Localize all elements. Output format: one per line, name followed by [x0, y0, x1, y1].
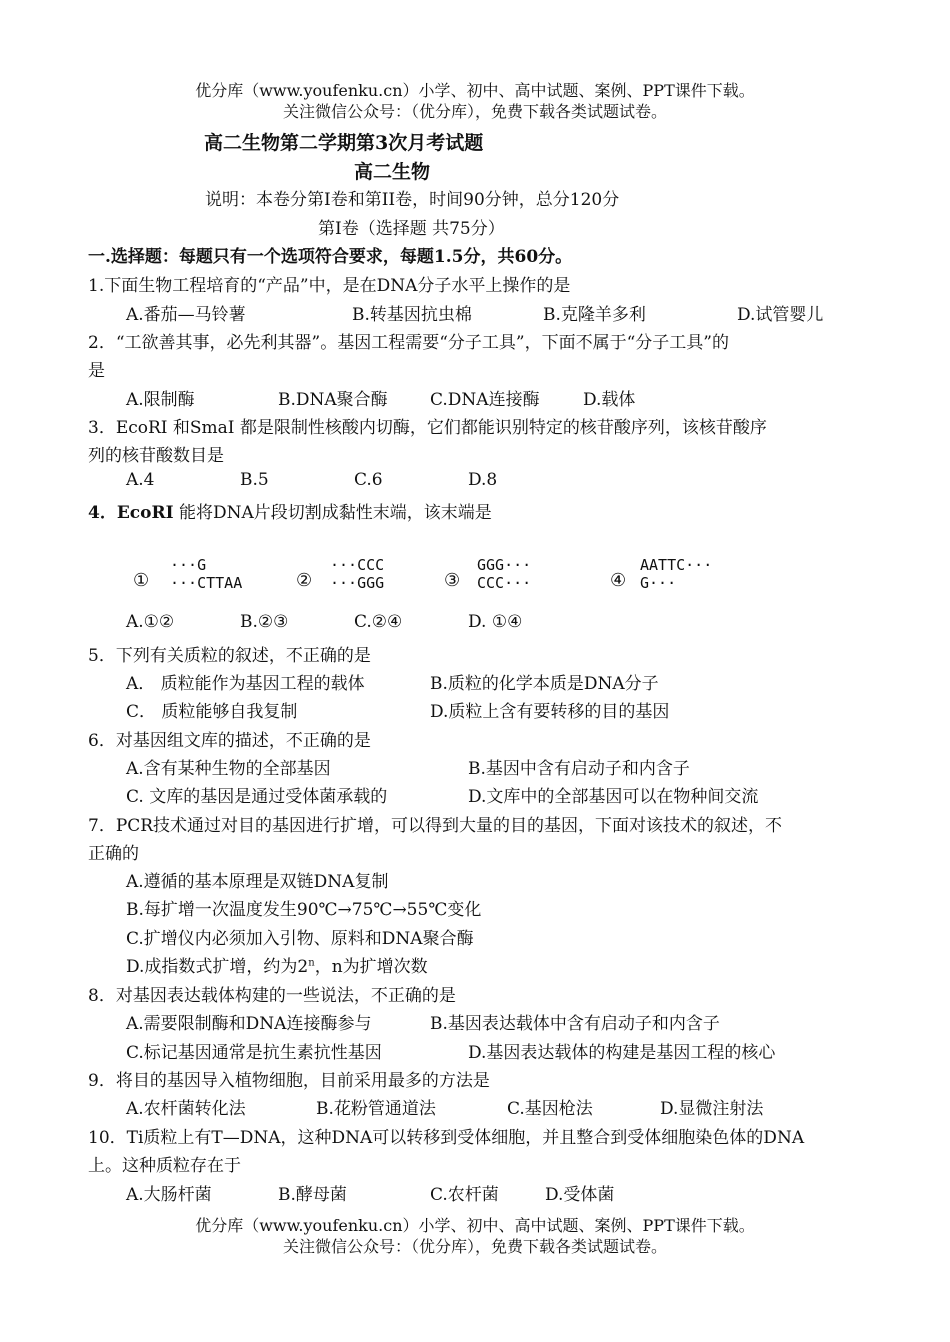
part-heading: 第Ⅰ卷（选择题 共75分） — [318, 219, 505, 239]
question-8-option-c: C.标记基因通常是抗生素抗性基因 — [126, 1043, 382, 1063]
question-6-option-c: C. 文库的基因是通过受体菌承载的 — [126, 787, 388, 807]
fragment-4-mark: ④ — [610, 570, 627, 591]
question-6-option-b: B.基因中含有启动子和内含子 — [468, 759, 690, 779]
question-4-text: 能将DNA片段切割成黏性末端，该末端是 — [173, 503, 492, 523]
question-8-option-d: D.基因表达载体的构建是基因工程的核心 — [468, 1043, 776, 1063]
question-8-option-b: B.基因表达载体中含有启动子和内含子 — [430, 1014, 720, 1034]
question-7-option-d-tail: ，n为扩增次数 — [314, 957, 428, 977]
question-5-option-a: A． 质粒能作为基因工程的载体 — [126, 674, 365, 694]
question-1-option-c: B.克隆羊多利 — [543, 305, 646, 325]
question-9-option-a: A.农杆菌转化法 — [126, 1099, 246, 1119]
fragment-1-top: ···G — [170, 556, 207, 574]
fragment-4-bottom: G··· — [640, 574, 677, 592]
question-5-option-d: D.质粒上含有要转移的目的基因 — [430, 702, 670, 722]
question-4-stem — [88, 498, 492, 523]
question-1-option-b: B.转基因抗虫棉 — [352, 305, 472, 325]
question-1-option-d: D.试管婴儿 — [737, 305, 824, 325]
fragment-2-mark: ② — [296, 570, 313, 591]
question-3-stem-line-2: 列的核苷酸数目是 — [88, 446, 224, 466]
question-3-option-b: B.5 — [240, 470, 269, 490]
question-1-stem: 1.下面生物工程培育的“产品”中，是在DNA分子水平上操作的是 — [88, 276, 571, 296]
question-9-option-c: C.基因枪法 — [507, 1099, 593, 1119]
section-heading: 一.选择题：每题只有一个选项符合要求，每题1.5分，共60分。 — [88, 247, 573, 267]
fragment-3-bottom: CCC··· — [477, 574, 532, 592]
question-2-option-c: C.DNA连接酶 — [430, 390, 540, 410]
question-2-option-b: B.DNA聚合酶 — [278, 390, 388, 410]
question-3-option-d: D.8 — [468, 470, 498, 490]
question-3-option-c: C.6 — [354, 470, 383, 490]
question-9-stem: 9．将目的基因导入植物细胞，目前采用最多的方法是 — [88, 1071, 490, 1091]
fragment-2-bottom: ···GGG — [330, 574, 385, 592]
question-4-enzyme: 4．EcoRⅠ — [88, 503, 174, 523]
question-7-option-b: B.每扩增一次温度发生90℃→75℃→55℃变化 — [126, 900, 482, 920]
question-8-stem: 8．对基因表达载体构建的一些说法，不正确的是 — [88, 986, 456, 1006]
question-10-option-d: D.受体菌 — [545, 1185, 615, 1205]
question-7-option-d-text: D.成指数式扩增，约为2 — [126, 957, 309, 977]
question-6-stem: 6．对基因组文库的描述，不正确的是 — [88, 731, 371, 751]
question-9-option-b: B.花粉管通道法 — [316, 1099, 436, 1119]
fragment-3-top: GGG··· — [477, 556, 532, 574]
question-7-option-a: A.遵循的基本原理是双链DNA复制 — [126, 872, 389, 892]
footer-line-1: 优分库（www.youfenku.cn）小学、初中、高中试题、案例、PPT课件下载。 — [195, 1216, 755, 1235]
question-5-option-c: C． 质粒能够自我复制 — [126, 702, 298, 722]
question-2-stem-line-2: 是 — [88, 361, 105, 381]
question-5-stem: 5．下列有关质粒的叙述，不正确的是 — [88, 646, 371, 666]
question-1-option-a: A.番茄—马铃薯 — [126, 305, 246, 325]
exam-note: 说明：本卷分第I卷和第II卷，时间90分钟，总分120分 — [205, 190, 620, 210]
question-7-option-c: C.扩增仪内必须加入引物、原料和DNA聚合酶 — [126, 929, 474, 949]
fragment-3-mark: ③ — [444, 570, 461, 591]
footer-line-2: 关注微信公众号：（优分库），免费下载各类试题试卷。 — [282, 1237, 667, 1256]
question-4-option-b: B.②③ — [240, 612, 289, 632]
question-4-option-d: D. ①④ — [468, 612, 523, 632]
question-5-option-b: B.质粒的化学本质是DNA分子 — [430, 674, 659, 694]
fragment-2-top: ···CCC — [330, 556, 385, 574]
question-4-option-a: A.①② — [126, 612, 175, 632]
fragment-1-bottom: ···CTTAA — [170, 574, 243, 592]
question-7-stem-line-1: 7．PCR技术通过对目的基因进行扩增，可以得到大量的目的基因，下面对该技术的叙述，不 — [88, 816, 783, 836]
exam-title: 高二生物第二学期第3次月考试题 — [204, 132, 484, 154]
question-10-stem-line-1: 10．Ti质粒上有T—DNA，这种DNA可以转移到受体细胞，并且整合到受体细胞染色体的DNA — [88, 1128, 805, 1148]
fragment-1-mark: ① — [133, 570, 150, 591]
question-10-option-c: C.农杆菌 — [430, 1185, 499, 1205]
question-7-option-d — [126, 952, 428, 977]
exam-subtitle: 高二生物 — [354, 161, 431, 183]
question-3-option-a: A.4 — [126, 470, 155, 490]
question-6-option-d: D.文库中的全部基因可以在物种间交流 — [468, 787, 759, 807]
question-10-option-b: B.酵母菌 — [278, 1185, 347, 1205]
exponent-n: n — [308, 957, 315, 969]
question-2-option-d: D.载体 — [583, 390, 636, 410]
question-4-option-c: C.②④ — [354, 612, 403, 632]
header-line-2: 关注微信公众号：（优分库），免费下载各类试题试卷。 — [282, 102, 667, 121]
header-line-1: 优分库（www.youfenku.cn）小学、初中、高中试题、案例、PPT课件下载。 — [195, 81, 755, 100]
question-7-stem-line-2: 正确的 — [88, 844, 139, 864]
question-9-option-d: D.显微注射法 — [660, 1099, 764, 1119]
question-2-option-a: A.限制酶 — [126, 390, 195, 410]
question-2-stem-line-1: 2．“工欲善其事，必先利其器”。基因工程需要“分子工具”，下面不属于“分子工具”的 — [88, 333, 729, 353]
question-3-stem-line-1: 3．EcoRⅠ 和SmaⅠ 都是限制性核酸内切酶，它们都能识别特定的核苷酸序列，该核苷酸序 — [88, 418, 767, 438]
question-8-option-a: A.需要限制酶和DNA连接酶参与 — [126, 1014, 372, 1034]
fragment-4-top: AATTC··· — [640, 556, 713, 574]
question-10-option-a: A.大肠杆菌 — [126, 1185, 212, 1205]
question-10-stem-line-2: 上。这种质粒存在于 — [88, 1156, 241, 1176]
question-6-option-a: A.含有某种生物的全部基因 — [126, 759, 331, 779]
